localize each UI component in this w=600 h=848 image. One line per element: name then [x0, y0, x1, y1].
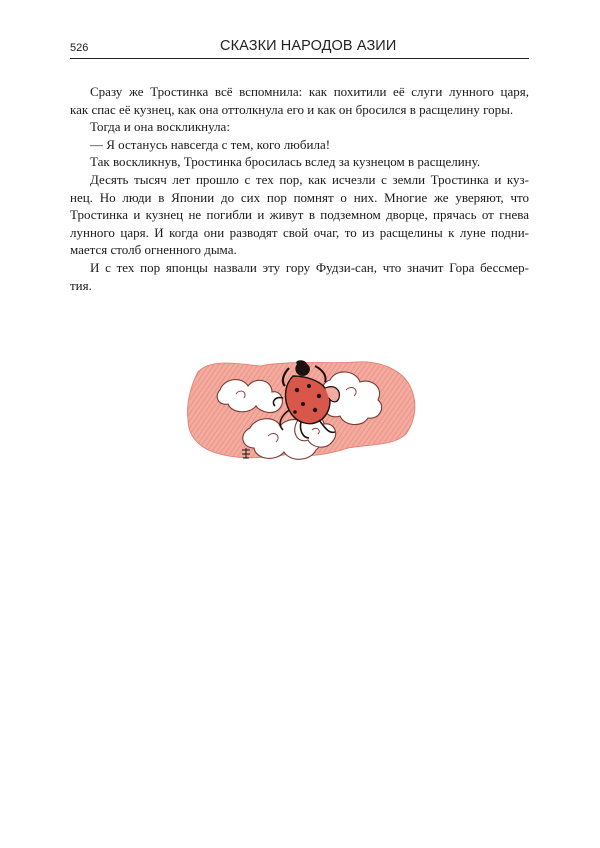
text-line: Тростинка и кузнец не погибли и живут в подземном дворце, прячась от гнева: [70, 207, 529, 223]
page-header: [70, 38, 529, 59]
text-line: тия.: [70, 277, 92, 293]
text-line: лунного царя. И когда они разводят свой очаг, то из расщелины к луне подни-: [70, 224, 529, 240]
text-line: Тогда и она воскликнула:: [90, 119, 230, 135]
text-line: И с тех пор японцы назвали эту гору Фудзи-сан, что значит Гора бессмер-: [90, 259, 529, 275]
running-title: СКАЗКИ НАРОДОВ АЗИИ: [220, 38, 397, 54]
text-line: Сразу же Тростинка всё вспомнила: как похитили её слуги лунного царя,: [90, 84, 529, 99]
text-line: Так воскликнув, Тростинка бросилась вслед за кузнецом в расщелину.: [90, 154, 481, 170]
text-line: — Я останусь навсегда с тем, кого любила!: [90, 136, 331, 152]
text-line: мается столб огненного дыма.: [70, 242, 237, 258]
page-number: 526: [70, 42, 89, 54]
text-line: нец. Но люди в Японии до сих пор помнят о них. Многие же уверяют, что: [70, 189, 529, 205]
text-line: Десять тысяч лет прошло с тех пор, как исчезли с земли Тростинка и куз-: [90, 171, 529, 187]
text-line: как спас её кузнец, как она оттолкнула его и как он бросился в расщелину горы.: [70, 101, 514, 117]
story-text: [70, 83, 529, 294]
cloud-flying-figure-illustration: [180, 350, 420, 485]
